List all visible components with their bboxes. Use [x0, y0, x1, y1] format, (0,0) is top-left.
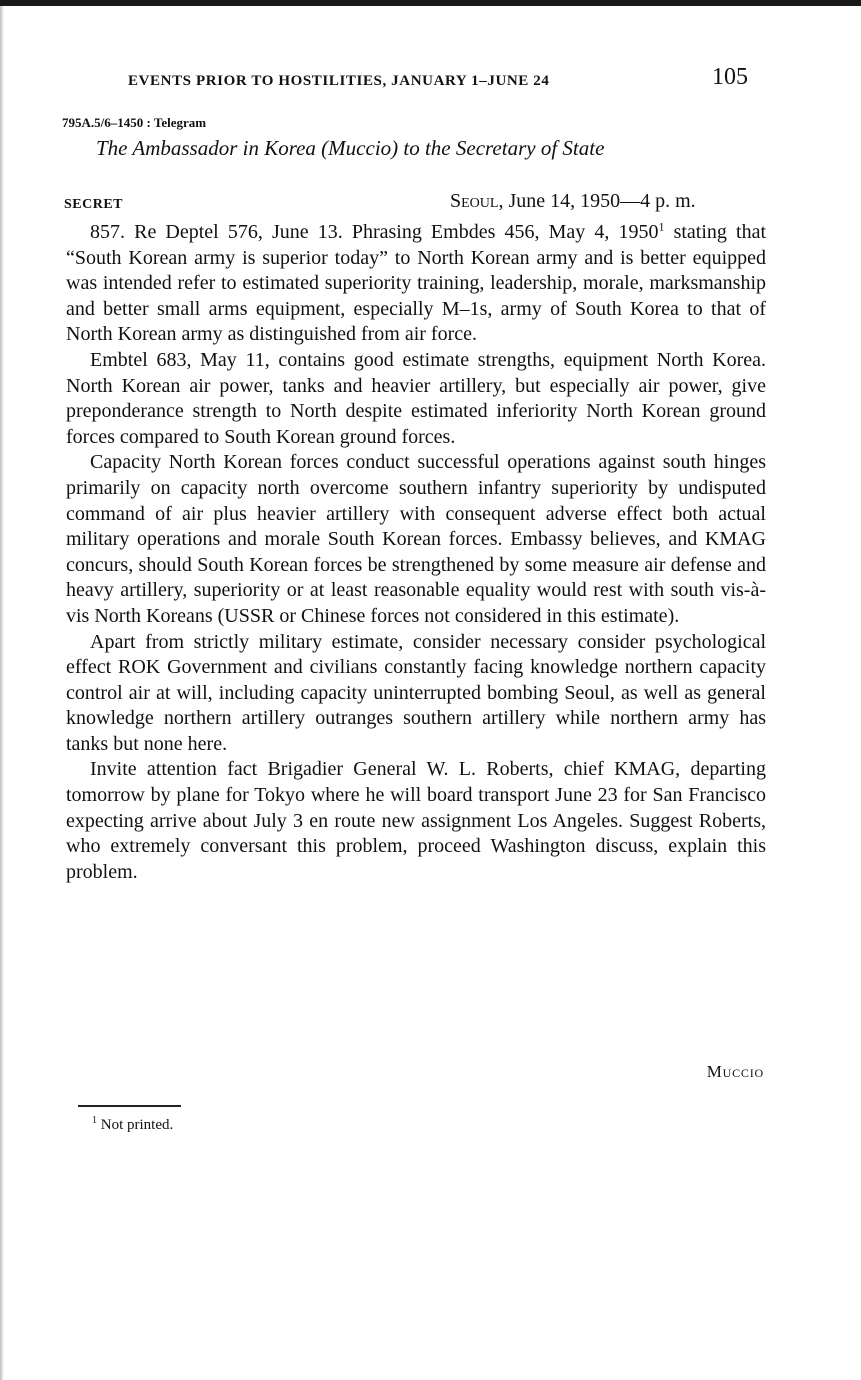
telegram-body [66, 220, 766, 885]
page-top-edge [0, 0, 861, 6]
signature: Muccio [706, 1062, 764, 1081]
running-head [128, 64, 748, 94]
page-left-edge [0, 6, 4, 1380]
footnote-text: Not printed. [97, 1117, 174, 1133]
dateline-time: June 14, 1950—4 p. m. [508, 190, 696, 212]
running-head-title: EVENTS PRIOR TO HOSTILITIES, JANUARY 1–JUNE 24 [128, 73, 550, 89]
classification-marking: SECRET [64, 197, 124, 212]
document-heading: The Ambassador in Korea (Muccio) to the Secretary of State [96, 136, 605, 160]
paragraph-2: Embtel 683, May 11, contains good estimate strengths, equipment North Korea. North Korean air power, tanks and heavier artillery, but especially air power, give preponderance strength to North despite estimated inferiority North Korean ground forces compared to South Korean ground forces. [66, 348, 766, 448]
footnote-reference: 1 [658, 219, 665, 234]
page-number: 105 [712, 64, 748, 90]
paragraph-3: Capacity North Korean forces conduct successful operations against south hinges primarily on capacity north overcome southern infantry superiority by undisputed command of air plus heavier artillery with consequent adverse effect both actual military operations and morale South Korean forces. Embassy believes, and KMAG concurs, should South Korean forces be strengthened by some measure air defense and heavy artillery, superiority or at least reasonable equality would rest with south vis-à-vis North Koreans (USSR or Chinese forces not considered in this estimate). [66, 451, 766, 627]
dateline-place: Seoul, [450, 190, 504, 212]
paragraph-5: Invite attention fact Brigadier General W. L. Roberts, chief KMAG, departing tomorrow by plane for Tokyo where he will board transport June 23 for San Francisco expecting arrive about July 3 en route new assignment Los Angeles. Suggest Roberts, who extremely conversant this problem, proceed Washington discuss, explain this problem. [66, 758, 766, 883]
footnote-divider [78, 1105, 181, 1107]
paragraph-1-text-end: stating that “South Korean army is superior today” to North Korean army and is better equipped was intended refer to estimated superiority training, leadership, morale, marksmanship and better small arms equipment, especially M–1s, army of South Korea to that of North Korean army as distinguished from air force. [66, 221, 767, 346]
footnote [92, 1117, 173, 1134]
paragraph-1-text-start: 857. Re Deptel 576, June 13. Phrasing Embdes 456, May 4, 1950 [90, 221, 659, 243]
paragraph-4: Apart from strictly military estimate, consider necessary consider psychological effect ROK Government and civilians constantly facing knowledge northern capacity control air at will, including capacity uninterrupted bombing Seoul, as well as general knowledge northern artillery outranges southern artillery while northern army has tanks but none here. [66, 630, 766, 755]
file-reference: 795A.5/6–1450 : Telegram [62, 115, 207, 130]
paragraph-1 [66, 220, 766, 348]
footnote-marker: 1 [92, 1115, 97, 1126]
dateline [450, 190, 750, 213]
